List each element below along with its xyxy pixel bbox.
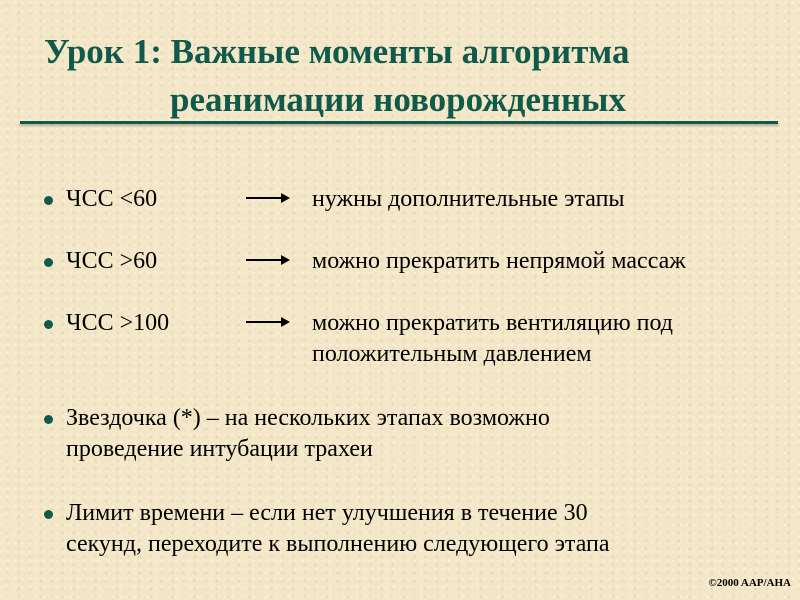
bullet-dot-icon [44, 320, 53, 329]
bullet-dot-icon [44, 258, 53, 267]
slide-title-line-2: реанимации новорожденных [170, 80, 627, 119]
slide-title-line-1: Урок 1: Важные моменты алгоритма [44, 32, 630, 71]
heart-rate-action: можно прекратить вентиляцию под положительным давлением [312, 310, 673, 367]
bullet-dot-icon [44, 196, 53, 205]
heart-rate-label: ЧСС >100 [66, 310, 170, 336]
arrow-right-icon [246, 197, 288, 199]
copyright-notice: ©2000 AAP/AHA [708, 577, 791, 589]
arrow-right-icon [246, 259, 288, 261]
bullet-dot-icon [44, 415, 53, 424]
heart-rate-label: ЧСС <60 [66, 186, 158, 212]
bullet-dot-icon [44, 510, 53, 519]
heart-rate-action: нужны дополнительные этапы [312, 186, 625, 212]
note-text: Звездочка (*) – на нескольких этапах возможно проведение интубации трахеи [66, 405, 550, 462]
heart-rate-action: можно прекратить непрямой массаж [312, 248, 686, 274]
heart-rate-label: ЧСС >60 [66, 248, 158, 274]
note-text: Лимит времени – если нет улучшения в течение 30 секунд, переходите к выполнению следующего этапа [66, 500, 610, 557]
arrow-right-icon [246, 321, 288, 323]
